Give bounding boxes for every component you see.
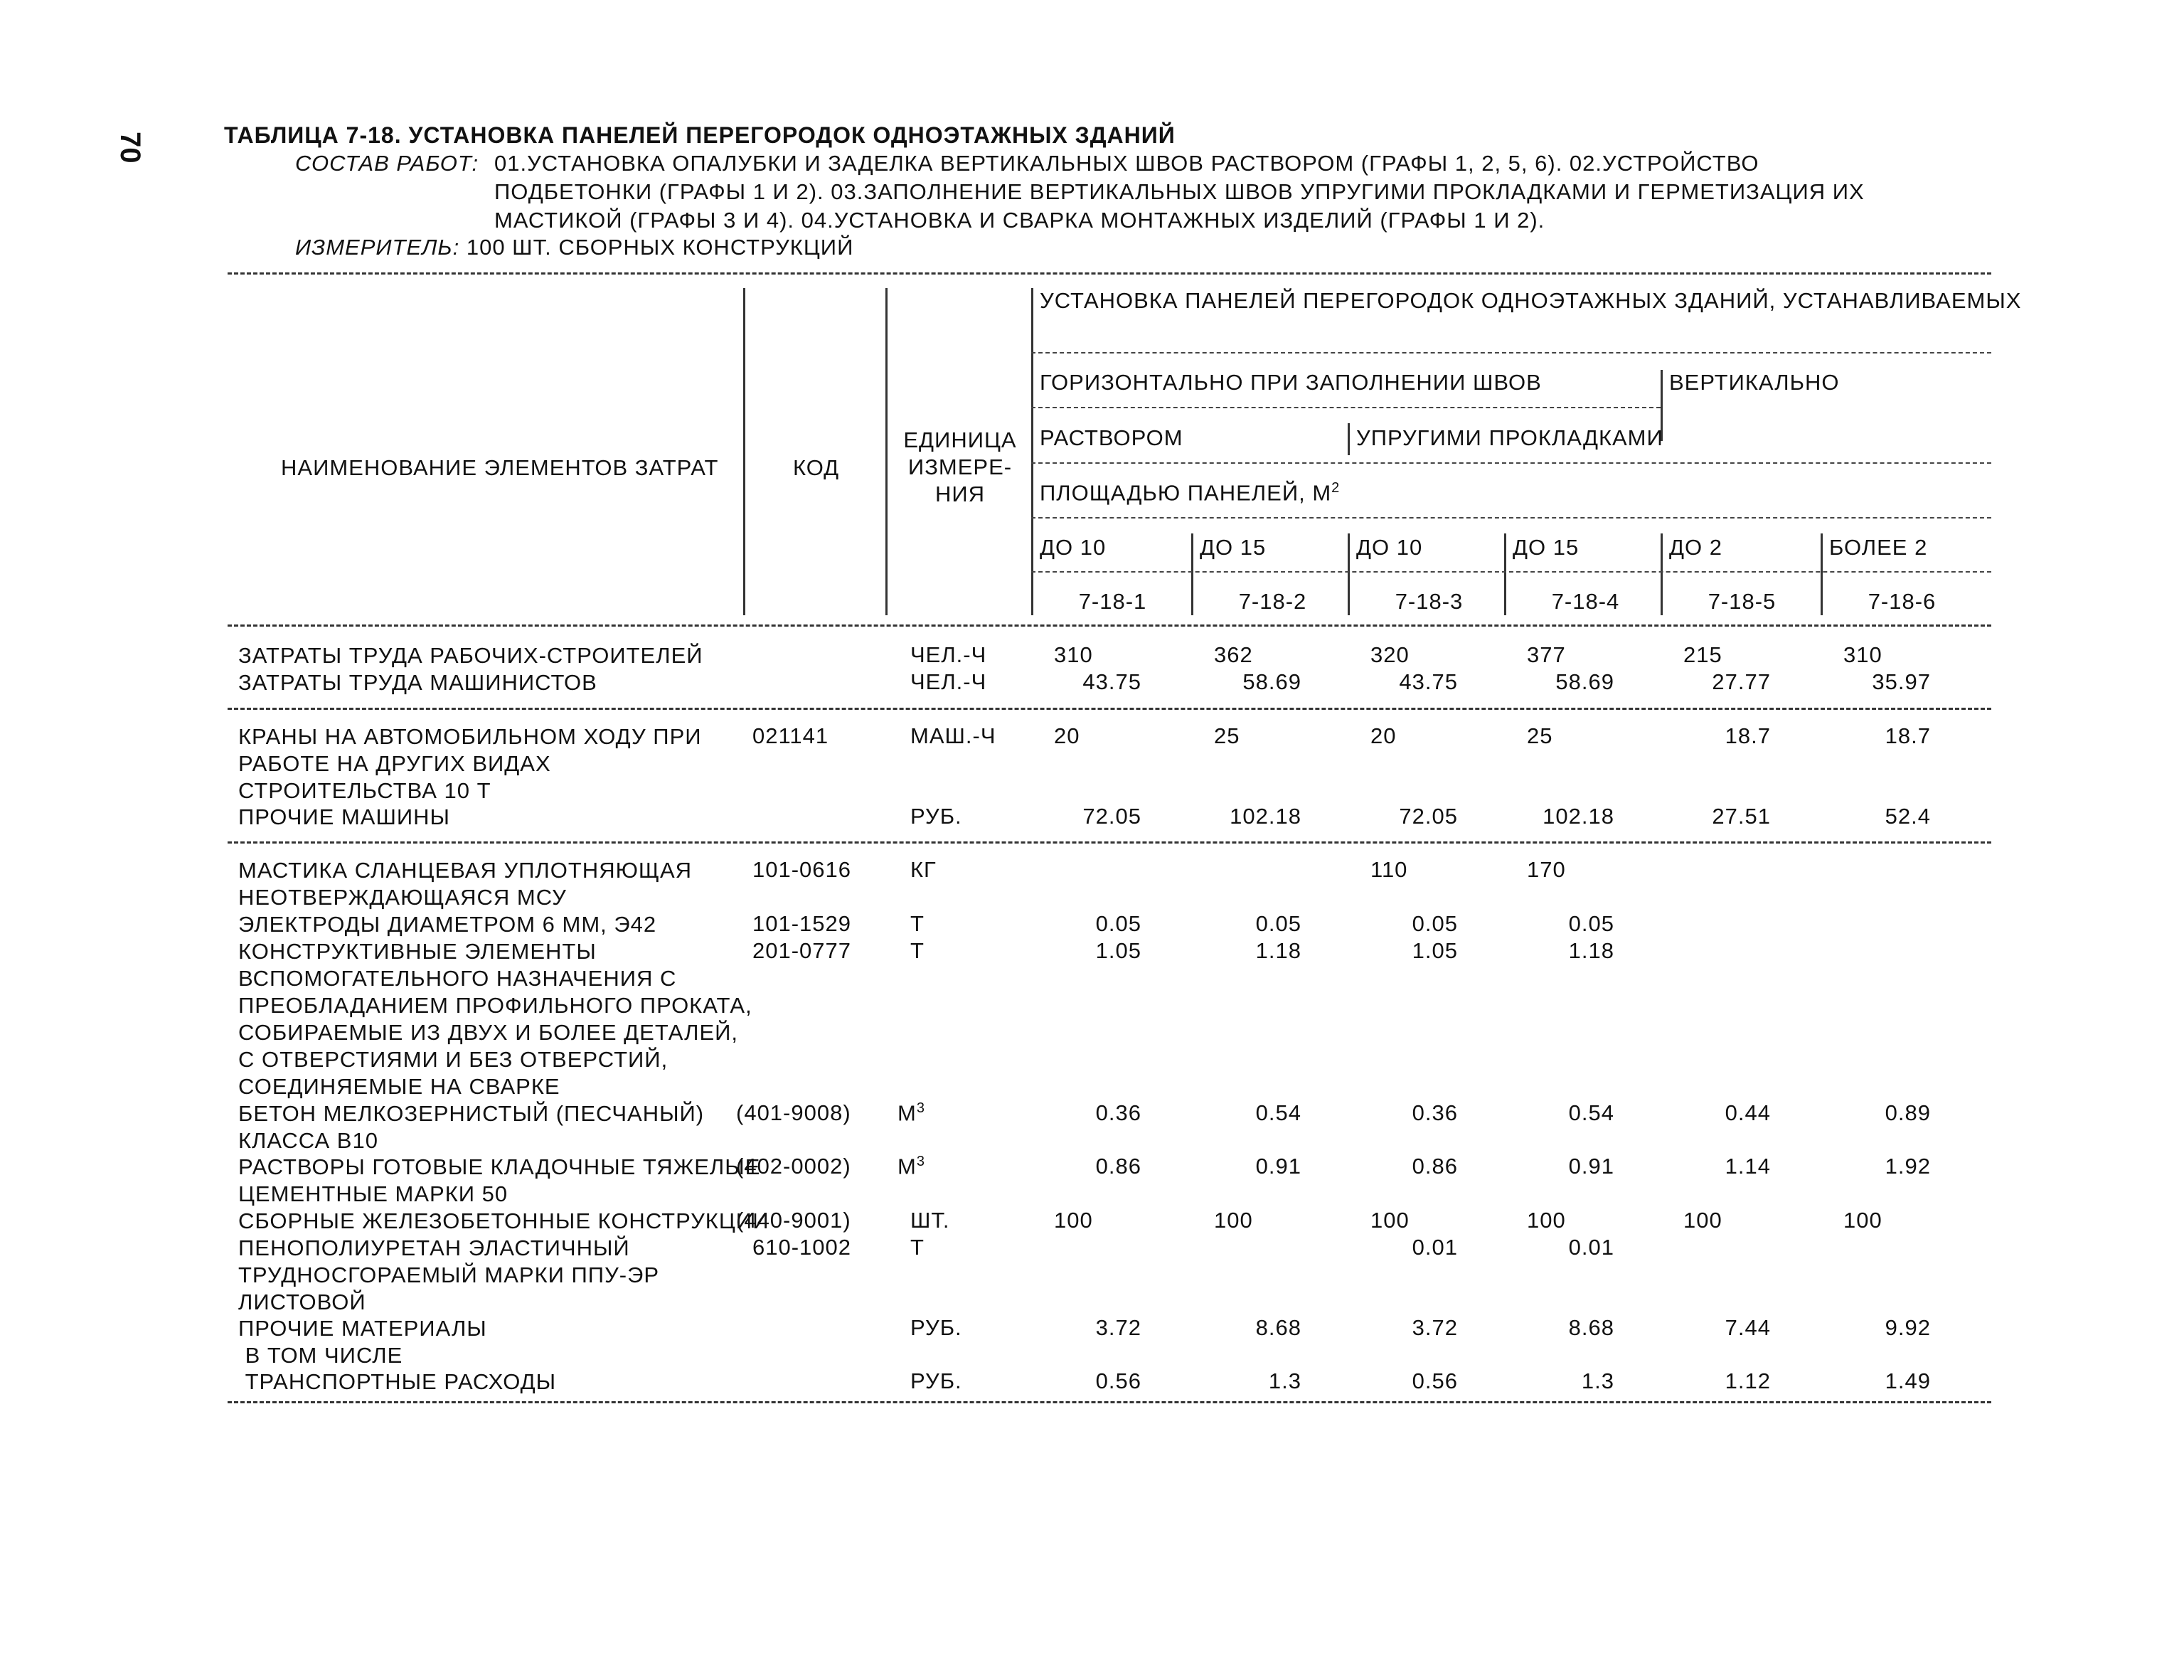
row-value: 0.01: [1568, 1235, 1614, 1260]
row-value: 1.49: [1885, 1368, 1931, 1393]
row-value: 0.54: [1568, 1100, 1614, 1125]
header-range: БОЛЕЕ 2: [1829, 535, 1928, 560]
row-value: 0.36: [1095, 1100, 1141, 1125]
row-name-line: РАСТВОРЫ ГОТОВЫЕ КЛАДОЧНЫЕ ТЯЖЕЛЫЕ: [238, 1154, 761, 1179]
row-value: 102.18: [1230, 804, 1301, 829]
row-name-line: В ТОМ ЧИСЛЕ: [238, 1343, 403, 1368]
row-value: 102.18: [1543, 804, 1614, 829]
row-name: [238, 1208, 769, 1235]
row-value: 43.75: [1082, 669, 1141, 694]
row-unit: [910, 857, 937, 883]
row-name-line: ПЕНОПОЛИУРЕТАН ЭЛАСТИЧНЫЙ: [238, 1235, 630, 1260]
row-name: [238, 1154, 760, 1208]
row-value: 100: [1683, 1208, 1722, 1233]
row-value: 25: [1214, 723, 1240, 748]
row-name-line: БЕТОН МЕЛКОЗЕРНИСТЫЙ (ПЕСЧАНЫЙ): [238, 1101, 705, 1126]
row-value: 1.14: [1725, 1154, 1771, 1179]
header-column-code: 7-18-2: [1238, 589, 1307, 614]
row-name-line: С ОТВЕРСТИЯМИ И БЕЗ ОТВЕРСТИЙ,: [238, 1047, 668, 1072]
row-name-line: СОЕДИНЯЕМЫЕ НА СВАРКЕ: [238, 1074, 560, 1099]
header-range: ДО 10: [1040, 535, 1107, 560]
row-value: 0.56: [1412, 1368, 1458, 1393]
row-unit-label: Т: [910, 911, 925, 936]
row-name-line: ПРЕОБЛАДАНИЕМ ПРОФИЛЬНОГО ПРОКАТА,: [238, 993, 752, 1018]
row-value: 377: [1527, 642, 1566, 667]
row-unit-label: РУБ.: [910, 804, 962, 829]
row-name-line: СБОРНЫЕ ЖЕЛЕЗОБЕТОННЫЕ КОНСТРУКЦИИ: [238, 1208, 769, 1233]
row-value: 72.05: [1399, 804, 1458, 829]
table-top-rule: [228, 272, 1991, 275]
header-dash: [1031, 407, 1661, 408]
row-value: 1.05: [1412, 938, 1458, 963]
header-unit-column: [900, 427, 1021, 508]
header-area-label: ПЛОЩАДЬЮ ПАНЕЛЕЙ, М: [1040, 480, 1332, 506]
row-value: 58.69: [1555, 669, 1614, 694]
row-unit-label: РУБ.: [910, 1368, 962, 1393]
row-value: 20: [1370, 723, 1397, 748]
row-unit: [910, 642, 986, 668]
row-value: 18.7: [1725, 723, 1771, 748]
row-unit-label: ЧЕЛ.-Ч: [910, 642, 987, 667]
row-name-line: КЛАССА В10: [238, 1128, 378, 1153]
row-value: 110: [1370, 857, 1408, 882]
header-range: ДО 15: [1200, 535, 1267, 560]
meter: [295, 235, 853, 260]
row-name: [238, 723, 702, 804]
row-name-line: ЛИСТОВОЙ: [238, 1290, 366, 1314]
row-value: 310: [1843, 642, 1882, 667]
row-value: 0.91: [1568, 1154, 1614, 1179]
row-value: 7.44: [1725, 1315, 1771, 1340]
row-value: 9.92: [1885, 1315, 1931, 1340]
row-name: [238, 911, 656, 938]
row-code: 101-0616: [752, 857, 852, 882]
row-unit: [897, 1154, 925, 1179]
header-unit-line: ЕДИНИЦА: [903, 427, 1017, 452]
row-name-line: РАБОТЕ НА ДРУГИХ ВИДАХ: [238, 751, 551, 776]
row-value: 1.05: [1095, 938, 1141, 963]
row-unit: [910, 1315, 962, 1341]
meter-label: ИЗМЕРИТЕЛЬ:: [295, 235, 460, 260]
row-code: (402-0002): [736, 1154, 851, 1179]
row-value: 215: [1683, 642, 1722, 667]
row-value: 100: [1054, 1208, 1093, 1233]
row-name-line: КОНСТРУКТИВНЫЕ ЭЛЕМЕНТЫ: [238, 939, 597, 964]
row-name-line: ЗАТРАТЫ ТРУДА МАШИНИСТОВ: [238, 670, 597, 695]
row-value: 58.69: [1242, 669, 1301, 694]
row-value: 0.86: [1412, 1154, 1458, 1179]
row-value: 100: [1527, 1208, 1566, 1233]
row-unit-label: Т: [910, 938, 925, 963]
row-value: 0.91: [1255, 1154, 1301, 1179]
row-unit-label: РУБ.: [910, 1315, 962, 1340]
row-code: (440-9001): [736, 1208, 851, 1233]
row-unit: [910, 938, 925, 964]
row-name-line: ПРОЧИЕ МАТЕРИАЛЫ: [238, 1316, 487, 1341]
meter-value: 100 ШТ. СБОРНЫХ КОНСТРУКЦИЙ: [466, 235, 854, 260]
row-name: [238, 642, 703, 669]
row-name: [238, 938, 752, 1100]
section-rule: [228, 841, 1991, 844]
row-value: 43.75: [1399, 669, 1458, 694]
row-value: 0.44: [1725, 1100, 1771, 1125]
row-unit-label: МАШ.-Ч: [910, 723, 996, 748]
header-divider: [1661, 533, 1663, 615]
row-value: 1.18: [1255, 938, 1301, 963]
header-column-code: 7-18-4: [1551, 589, 1620, 614]
row-value: 3.72: [1095, 1315, 1141, 1340]
row-unit: [910, 723, 996, 749]
header-area: [1040, 480, 1340, 506]
header-range: ДО 2: [1669, 535, 1722, 560]
row-name-line: ЭЛЕКТРОДЫ ДИАМЕТРОМ 6 ММ, Э42: [238, 912, 657, 937]
header-column-code: 7-18-6: [1868, 589, 1937, 614]
header-elastic: УПРУГИМИ ПРОКЛАДКАМИ: [1356, 425, 1663, 450]
row-value: 1.12: [1725, 1368, 1771, 1393]
row-unit: [910, 911, 925, 937]
row-value: 100: [1214, 1208, 1253, 1233]
row-name: [238, 669, 597, 696]
header-unit-line: ИЗМЕРЕ-: [907, 454, 1013, 479]
header-vertical: ВЕРТИКАЛЬНО: [1669, 370, 1840, 395]
header-divider: [743, 288, 745, 615]
row-value: 0.05: [1255, 911, 1301, 936]
row-code: 610-1002: [752, 1235, 852, 1260]
row-value: 310: [1054, 642, 1093, 667]
row-name: [238, 857, 692, 911]
header-divider: [1191, 533, 1193, 615]
row-value: 8.68: [1255, 1315, 1301, 1340]
row-value: 27.77: [1712, 669, 1771, 694]
row-name-line: ВСПОМОГАТЕЛЬНОГО НАЗНАЧЕНИЯ С: [238, 966, 677, 991]
row-value: 0.05: [1095, 911, 1141, 936]
row-value: 320: [1370, 642, 1410, 667]
row-unit: [910, 804, 962, 829]
header-group: УСТАНОВКА ПАНЕЛЕЙ ПЕРЕГОРОДОК ОДНОЭТАЖНЫХ ЗДАНИЙ, УСТАНАВЛИВАЕМЫХ: [1040, 288, 2022, 313]
row-value: 362: [1214, 642, 1253, 667]
composition-label: СОСТАВ РАБОТ:: [295, 151, 479, 176]
header-area-sup: 2: [1331, 480, 1341, 496]
table-title: ТАБЛИЦА 7-18. УСТАНОВКА ПАНЕЛЕЙ ПЕРЕГОРОДОК ОДНОЭТАЖНЫХ ЗДАНИЙ: [224, 122, 1176, 148]
row-value: 0.86: [1095, 1154, 1141, 1179]
row-value: 35.97: [1872, 669, 1931, 694]
header-divider: [1504, 533, 1506, 615]
composition-line: ПОДБЕТОНКИ (ГРАФЫ 1 И 2). 03.ЗАПОЛНЕНИЕ ВЕРТИКАЛЬНЫХ ШВОВ УПРУГИМИ ПРОКЛАДКАМИ И ГЕРМЕТИЗАЦИЯ ИХ: [494, 179, 1865, 204]
row-code: (401-9008): [736, 1100, 851, 1125]
row-value: 18.7: [1885, 723, 1931, 748]
row-unit: [910, 1208, 950, 1233]
row-value: 1.92: [1885, 1154, 1931, 1179]
header-divider: [1348, 423, 1350, 455]
header-dash: [1031, 352, 1991, 353]
composition-body: [494, 149, 2130, 235]
header-horizontal: ГОРИЗОНТАЛЬНО ПРИ ЗАПОЛНЕНИИ ШВОВ: [1040, 370, 1542, 395]
row-value: 170: [1527, 857, 1566, 882]
row-value: 3.72: [1412, 1315, 1458, 1340]
row-unit-label: КГ: [910, 857, 937, 882]
row-code: 101-1529: [752, 911, 852, 936]
row-unit: [910, 669, 986, 695]
row-value: 8.68: [1568, 1315, 1614, 1340]
composition-line: МАСТИКОЙ (ГРАФЫ 3 И 4). 04.УСТАНОВКА И СВАРКА МОНТАЖНЫХ ИЗДЕЛИЙ (ГРАФЫ 1 И 2).: [494, 208, 1545, 233]
row-value: 27.51: [1712, 804, 1771, 829]
row-name-line: ТРАНСПОРТНЫЕ РАСХОДЫ: [238, 1369, 557, 1394]
row-name: [238, 1368, 556, 1395]
header-divider: [885, 288, 888, 615]
row-unit-label: ШТ.: [910, 1208, 950, 1233]
header-unit-line: НИЯ: [934, 482, 986, 506]
row-name-line: КРАНЫ НА АВТОМОБИЛЬНОМ ХОДУ ПРИ: [238, 724, 702, 749]
row-unit-label: М: [897, 1100, 917, 1126]
row-value: 52.4: [1885, 804, 1931, 829]
header-column-code: 7-18-1: [1078, 589, 1147, 614]
row-value: 0.05: [1568, 911, 1614, 936]
header-divider: [1821, 533, 1823, 615]
row-value: 100: [1370, 1208, 1410, 1233]
header-range: ДО 15: [1513, 535, 1580, 560]
header-column-code: 7-18-5: [1708, 589, 1777, 614]
row-value: 1.3: [1581, 1368, 1614, 1393]
header-code-column: КОД: [793, 455, 840, 480]
row-unit-sup: 3: [916, 1100, 925, 1116]
row-name-line: ЗАТРАТЫ ТРУДА РАБОЧИХ-СТРОИТЕЛЕЙ: [238, 643, 703, 668]
header-range: ДО 10: [1356, 535, 1423, 560]
row-value: 1.18: [1568, 938, 1614, 963]
row-value: 0.89: [1885, 1100, 1931, 1125]
row-unit-label: ЧЕЛ.-Ч: [910, 669, 987, 694]
composition-line: 01.УСТАНОВКА ОПАЛУБКИ И ЗАДЕЛКА ВЕРТИКАЛЬНЫХ ШВОВ РАСТВОРОМ (ГРАФЫ 1, 2, 5, 6). 02.УСТРОЙСТВО: [494, 151, 1759, 176]
row-unit-label: Т: [910, 1235, 925, 1260]
row-name-line: СТРОИТЕЛЬСТВА 10 Т: [238, 778, 491, 803]
header-divider: [1348, 533, 1350, 615]
row-value: 0.54: [1255, 1100, 1301, 1125]
row-unit: [897, 1100, 925, 1126]
row-name: [238, 1315, 487, 1369]
row-value: 0.01: [1412, 1235, 1458, 1260]
row-name: [238, 1235, 659, 1316]
row-unit-label: М: [897, 1154, 917, 1179]
row-code: 201-0777: [752, 938, 852, 963]
row-name-line: СОБИРАЕМЫЕ ИЗ ДВУХ И БОЛЕЕ ДЕТАЛЕЙ,: [238, 1020, 739, 1045]
row-unit-sup: 3: [916, 1154, 925, 1169]
row-name-line: НЕОТВЕРЖДАЮЩАЯСЯ МСУ: [238, 885, 567, 910]
row-unit: [910, 1368, 962, 1394]
row-value: 72.05: [1082, 804, 1141, 829]
section-rule: [228, 708, 1991, 710]
header-dash: [1031, 462, 1991, 464]
row-name-line: ЦЕМЕНТНЫЕ МАРКИ 50: [238, 1181, 508, 1206]
header-mortar: РАСТВОРОМ: [1040, 425, 1183, 450]
header-dash: [1031, 517, 1991, 519]
table-bottom-rule: [228, 1401, 1991, 1403]
work-composition: [295, 149, 1865, 233]
header-column-code: 7-18-3: [1395, 589, 1464, 614]
row-value: 100: [1843, 1208, 1882, 1233]
header-divider: [1031, 288, 1033, 615]
row-name-line: ТРУДНОСГОРАЕМЫЙ МАРКИ ППУ-ЭР: [238, 1262, 660, 1287]
row-name-line: ПРОЧИЕ МАШИНЫ: [238, 804, 450, 829]
header-dash: [1031, 571, 1991, 573]
row-value: 20: [1054, 723, 1080, 748]
row-value: 25: [1527, 723, 1553, 748]
row-value: 0.56: [1095, 1368, 1141, 1393]
row-code: 021141: [752, 723, 829, 748]
row-value: 1.3: [1268, 1368, 1301, 1393]
row-unit: [910, 1235, 925, 1260]
row-value: 0.05: [1412, 911, 1458, 936]
header-name-column: НАИМЕНОВАНИЕ ЭЛЕМЕНТОВ ЗАТРАТ: [281, 455, 719, 480]
row-value: 0.36: [1412, 1100, 1458, 1125]
header-bottom-rule: [228, 624, 1991, 627]
row-name: [238, 804, 450, 831]
row-name: [238, 1100, 704, 1154]
page-number: 70: [114, 132, 146, 164]
row-name-line: МАСТИКА СЛАНЦЕВАЯ УПЛОТНЯЮЩАЯ: [238, 858, 693, 883]
